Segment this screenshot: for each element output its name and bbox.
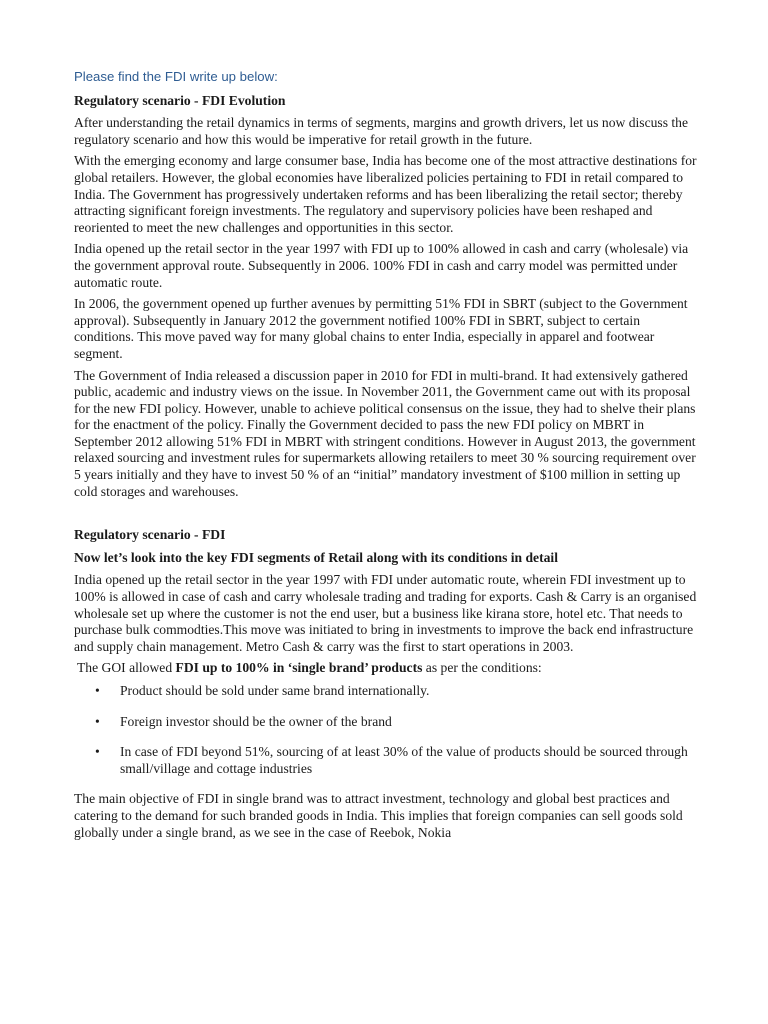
- bullet-icon: •: [95, 713, 100, 729]
- goi-prefix: The GOI allowed: [77, 660, 176, 676]
- paragraph: India opened up the retail sector in the year 1997 with FDI up to 100% allowed in cash and carry (wholesale) via the government approval route. Subsequently in 2006. 100% FDI in cash and carry model was permitted under automatic route.: [74, 241, 689, 290]
- paragraph: After understanding the retail dynamics in terms of segments, margins and growth drivers, let us now discuss the regulatory scenario and how this would be imperative for retail growth in the future.: [74, 115, 688, 147]
- paragraph-closing: The main objective of FDI in single brand was to attract investment, technology and global best practices and catering to the demand for such branded goods in India. This implies that foreign companies can sell goods sold globally under a single brand, as we see in the case of Reebok, Nokia: [74, 791, 683, 840]
- paragraph: India opened up the retail sector in the year 1997 with FDI under automatic route, wherein FDI investment up to 100% is allowed in case of cash and carry wholesale trading and trading for exports. Cash & Carry is an organised wholesale set up where the customer is not the end user, but a business like kirana store, hotel etc. That needs to purchase bulk commodties.This move was initiated to bring in investments to improve the back end infrastructure and supply chain management. Metro Cash & carry was the first to start operations in 2003.: [74, 572, 697, 654]
- list-item-text: In case of FDI beyond 51%, sourcing of at least 30% of the value of products should be sourced through small/village and cottage industries: [120, 744, 688, 776]
- bullet-icon: •: [95, 683, 100, 698]
- paragraph: With the emerging economy and large consumer base, India has become one of the most attractive destinations for global retailers. However, the global economies have liberalized policies pertaining to FDI in retail compared to India. The Government has progressively undertaken reforms and has been liberalizing the retail sector; thereby attracting significant foreign investments. The regulatory and supervisory policies have been reshaped and reoriented to meet the new challenges and opportunities in this sector.: [74, 153, 697, 235]
- goi-bold: FDI up to 100% in ‘single brand’ products: [175, 660, 423, 676]
- list-item: [74, 714, 698, 731]
- section-heading-fdi-evolution: Regulatory scenario - FDI Evolution: [74, 92, 286, 108]
- list-item: [74, 744, 698, 777]
- paragraph: The Government of India released a discussion paper in 2010 for FDI in multi-brand. It had extensively gathered public, academic and industry views on the issue. In November 2011, the Government came out with its proposal for the new FDI policy. However, unable to achieve political consensus on the issue, they had to shelve their plans for the enactment of the policy. Finally the Government decided to pass the new FDI policy on MBRT in September 2012 allowing 51% FDI in MBRT with stringent conditions. However in August 2013, the government relaxed sourcing and investment rules for supermarkets allowing retailers to meet 30 % sourcing requirement over 5 years initially and they have to invest 50 % of an “initial” mandatory investment of $100 million in setting up cold storages and warehouses.: [74, 367, 696, 499]
- paragraph: In 2006, the government opened up further avenues by permitting 51% FDI in SBRT (subject to the Government approval). Subsequently in January 2012 the government notified 100% FDI in SBRT, subject to certain conditions. This move paved way for many global chains to enter India, especially in apparel and footwear segment.: [74, 296, 688, 361]
- list-item-text: Foreign investor should be the owner of the brand: [120, 713, 392, 729]
- section-subheading: Now let’s look into the key FDI segments of Retail along with its conditions in detail: [74, 549, 558, 565]
- list-item: [74, 683, 698, 700]
- section-heading-fdi: Regulatory scenario - FDI: [74, 527, 226, 543]
- bullet-icon: •: [95, 744, 100, 760]
- list-item-text: Product should be sold under same brand internationally.: [120, 683, 430, 698]
- intro-line: Please find the FDI write up below:: [74, 69, 278, 84]
- goi-suffix: as per the conditions:: [422, 660, 542, 676]
- goi-statement: [77, 660, 698, 677]
- spacer: [74, 505, 698, 527]
- conditions-list: [74, 683, 698, 777]
